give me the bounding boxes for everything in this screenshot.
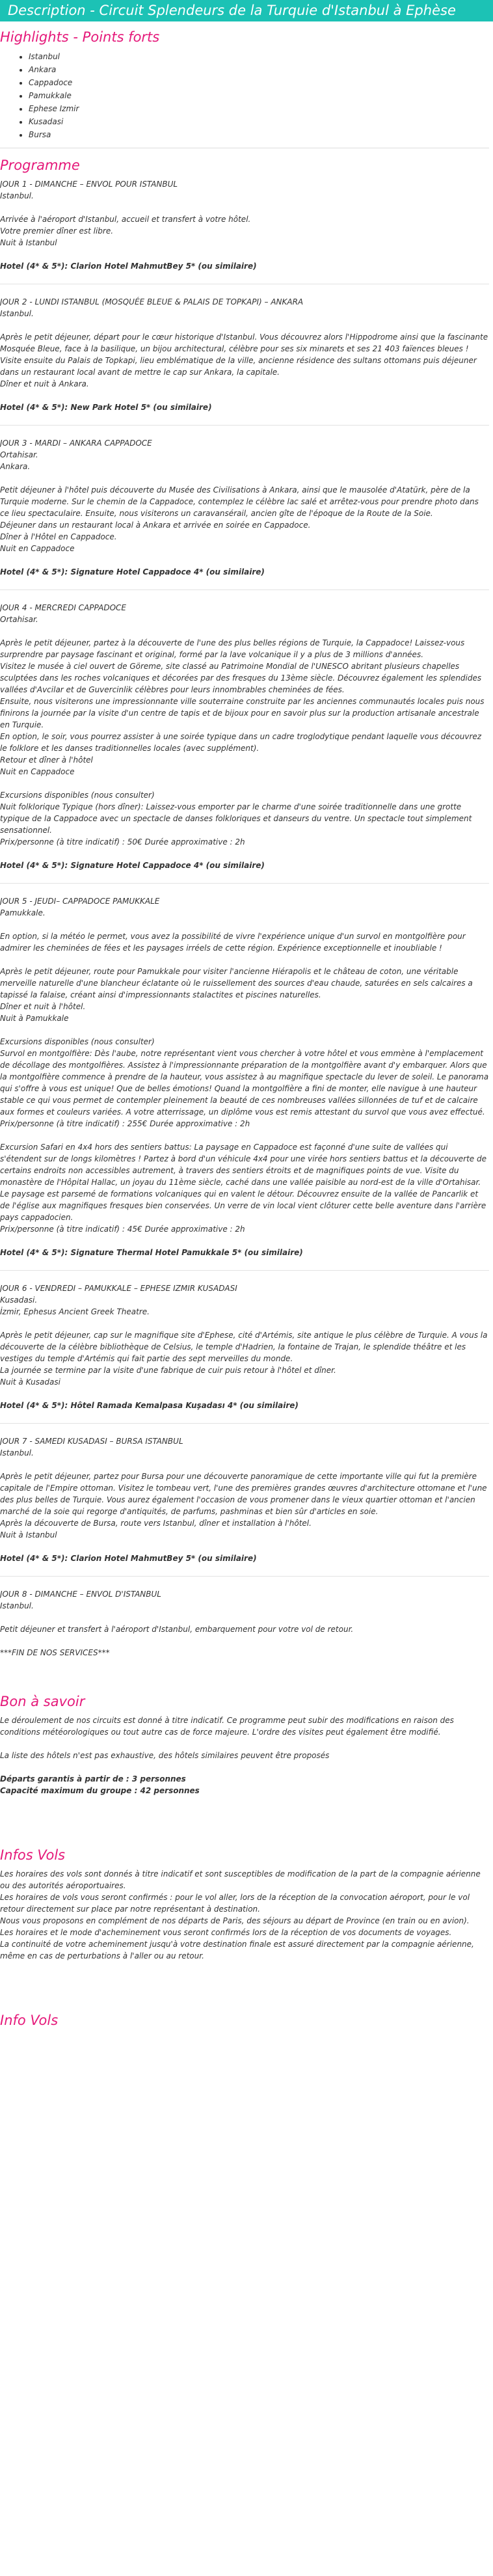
day-block	[0, 883, 489, 1258]
programme-days	[0, 178, 489, 1670]
day-text: Visite ensuite du Palais de Topkapi, lieu emblématique de la ville, ancienne résidence des sultans ottomans puis déjeuner dans un restaurant local avant de mettre le cap sur Ankara, la capitale.	[0, 356, 477, 377]
day-city: Istanbul.	[0, 1601, 34, 1610]
day-text: Nuit à Pamukkale	[0, 1014, 69, 1023]
day-city: Pamukkale.	[0, 908, 46, 917]
day-text: Après le petit déjeuner, partez pour Bursa pour une découverte panoramique de cette importante ville qui fut la première capitale de l'Empire ottoman. Visitez le tombeau vert, l'une des premières grandes œuvres d'architecture ottomane et l'une des plus belles de Turquie. Vous aurez également l'occasion de vous promener dans le vieux quartier ottoman et l'ancien marché de la soie qui regorge d'antiquités, de parfums, pashminas et bien sûr d'articles en soie.	[0, 1472, 487, 1516]
highlights-title: Highlights - Points forts	[0, 29, 160, 45]
infos-vols-line: Les horaires et le mode d'acheminement vous seront confirmés lors de la réception de vos documents de voyages.	[0, 1928, 452, 1937]
day-title: JOUR 6 - VENDREDI – PAMUKKALE – EPHESE IZMIR KUSADASI	[0, 1284, 237, 1293]
day-text: Après le petit déjeuner, départ pour le cœur historique d'Istanbul. Vous découvrez alors l'Hippodrome ainsi que la fascinante Mosquée Bleue, face à la basilique, un bijou architectural, célèbre pour ses six minarets et ses 21 403 faïences bleues !	[0, 332, 488, 353]
day-text: Nuit en Cappadoce	[0, 544, 75, 553]
day-text: En option, le soir, vous pourrez assister à une soirée typique dans un cadre troglodytique pendant laquelle vous découvrez le folklore et les danses traditionnelles locales (avec supplément).	[0, 732, 482, 753]
highlight-item: • Ephese Izmir	[29, 102, 489, 115]
highlights-list	[0, 50, 489, 141]
day-text: Après le petit déjeuner, cap sur le magnifique site d'Ephese, cité d'Artémis, site antique le plus célèbre de Turquie. A vous la découverte de la célèbre bibliothèque de Celsius, le temple d'Hadrien, la fontaine de Trajan, le splendide théâtre et les vestiges du temple d'Artémis qui fait partie des sept merveilles du monde.	[0, 1331, 488, 1363]
day-block	[0, 178, 489, 272]
bon-a-savoir-title: Bon à savoir	[0, 1694, 85, 1709]
highlight-item: • Bursa	[29, 128, 489, 141]
day-hotel: Hotel (4* & 5*): New Park Hotel 5* (ou similaire)	[0, 403, 212, 412]
day-city: Kusadasi. İzmir, Ephesus Ancient Greek Theatre.	[0, 1295, 150, 1316]
day-block	[0, 284, 489, 413]
day-hotel: Hotel (4* & 5*): Signature Hotel Cappadoce 4* (ou similaire)	[0, 567, 265, 576]
day-divider	[0, 883, 489, 884]
day-text: Après la découverte de Bursa, route vers Istanbul, dîner et installation à l'hôtel.	[0, 1519, 312, 1528]
day-block	[0, 425, 489, 578]
day-text: Nuit à Istanbul	[0, 1530, 57, 1539]
day-hotel: Hotel (4* & 5*): Signature Thermal Hotel Pamukkale 5* (ou similaire)	[0, 1248, 303, 1257]
day-text: Visitez le musée à ciel ouvert de Göreme, site classé au Patrimoine Mondial de l'UNESCO abritant plusieurs chapelles sculptées dans les roches volcaniques et décorées par des fresques du 13ème siècle. Découvrez également les splendides vallées d'Avcilar et de Guvercinlik célèbres pour leurs innombrables cheminées de fées.	[0, 662, 482, 694]
day-text: Ensuite, nous visiterons une impressionnante ville souterraine construite par les anciennes communautés locales puis nous finirons la journée par la visite d'un centre de tapis et de bijoux pour en savoir plus sur la production artisanale ancestrale en Turquie.	[0, 697, 485, 729]
infos-vols-line: Les horaires de vols vous seront confirmés : pour le vol aller, lors de la réception de la convocation aéroport, pour le vol retour directement sur place par notre représentant à destination.	[0, 1893, 470, 1914]
day-text: Votre premier dîner est libre.	[0, 226, 114, 236]
bon-a-savoir-p1: Le déroulement de nos circuits est donné à titre indicatif. Ce programme peut subir des modifications en raison des conditions météorologiques ou tout autre cas de force majeure. L'ordre des visites peut également être modifié.	[0, 1716, 454, 1737]
day-text: La journée se termine par la visite d'une fabrique de cuir puis retour à l'hôtel et dîner.	[0, 1366, 336, 1375]
day-text: Petit déjeuner à l'hôtel puis découverte du Musée des Civilisations à Ankara, ainsi que le mausolée d'Atatürk, père de la Turquie moderne. Sur le chemin de la Cappadoce, contemplez le célèbre lac salé et arrêtez-vous pour prendre photo dans ce lieu spectaculaire. Ensuite, nous visiterons un caravansérail, ancien gîte de l'époque de la Route de la Soie.	[0, 485, 479, 518]
day-title: JOUR 3 - MARDI – ANKARA CAPPADOCE	[0, 439, 152, 448]
day-city: Istanbul.	[0, 191, 34, 200]
infos-vols-text	[0, 1868, 489, 1962]
day-city: Ortahisar.	[0, 615, 38, 624]
highlight-item: • Pamukkale	[29, 89, 489, 102]
programme-title: Programme	[0, 157, 80, 173]
highlight-item: • Kusadasi	[29, 115, 489, 128]
day-divider	[0, 425, 489, 426]
day-block	[0, 1270, 489, 1411]
highlight-item: • Cappadoce	[29, 76, 489, 89]
bon-a-savoir-p2: La liste des hôtels n'est pas exhaustive, des hôtels similaires peuvent être proposés	[0, 1751, 330, 1760]
day-hotel: Hotel (4* & 5*): Clarion Hotel MahmutBey 5* (ou similaire)	[0, 1554, 257, 1563]
day-title: JOUR 4 - MERCREDI CAPPADOCE	[0, 603, 126, 612]
day-text: Petit déjeuner et transfert à l'aéroport d'Istanbul, embarquement pour votre vol de retour.	[0, 1625, 354, 1634]
infos-vols-line: La continuité de votre acheminement jusqu'à votre destination finale est assuré directement par la compagnie aérienne, même en cas de perturbations à l'aller ou au retour.	[0, 1940, 474, 1960]
infos-vols-line: Nous vous proposons en complément de nos départs de Paris, des séjours au départ de Province (en train ou en avion).	[0, 1916, 470, 1925]
day-text: En option, si la météo le permet, vous avez la possibilité de vivre l'expérience unique d'un survol en montgolfière pour admirer les cheminées de fées et les paysages irréels de cette région. Expérience exceptionnelle et inoubliable !	[0, 932, 466, 953]
day-text: Excursion Safari en 4x4 hors des sentiers battus: La paysage en Cappadoce est façonné d'une suite de vallées qui s'étendent sur de longs kilomètres ! Partez à bord d'un véhicule 4x4 pour une virée hors sentiers battus et la découverte de certains endroits non accessibles autrement, à travers des sentiers étroits et de magnifiques points de vue. Visite du monastère de l'Hôpital Hallac, un joyau du 11ème siècle, caché dans une vallée paisible au nord-est de la ville d'Ortahisar. Le paysage est parsemé de formations volcaniques qui en valent le détour. Découvrez ensuite de la vallée de Pancarlik et de l'église aux magnifiques fresques bien conservées. Un verre de vin local vient clôturer cette belle aventure dans l'arrière pays cappadocien.	[0, 1143, 486, 1222]
day-title: JOUR 5 - JEUDI– CAPPADOCE PAMUKKALE	[0, 897, 160, 906]
day-hotel: Hotel (4* & 5*): Signature Hotel Cappadoce 4* (ou similaire)	[0, 861, 265, 870]
day-text: Retour et dîner à l'hôtel	[0, 755, 93, 765]
day-city: Ortahisar. Ankara.	[0, 450, 38, 471]
day-title: JOUR 2 - LUNDI ISTANBUL (MOSQUÉE BLEUE & PALAIS DE TOPKAPI) – ANKARA	[0, 297, 304, 306]
day-divider	[0, 1576, 489, 1577]
day-text: Dîner à l'Hôtel en Cappadoce.	[0, 532, 117, 541]
day-text: Nuit folklorique Typique (hors dîner): Laissez-vous emporter par le charme d'une soirée traditionnelle dans une grotte typique de la Cappadoce avec un spectacle de danses folkloriques et danseurs du ventre. Un spectacle tout simplement sensationnel.	[0, 802, 472, 835]
day-text: Nuit en Cappadoce	[0, 767, 75, 776]
day-hotel: Hotel (4* & 5*): Hôtel Ramada Kemalpasa Kuşadası 4* (ou similaire)	[0, 1401, 299, 1410]
day-text: Survol en montgolfière: Dès l'aube, notre représentant vient vous chercher à votre hôtel et vous emmène à l'emplacement de décollage des montgolfières. Assistez à l'impressionnante préparation de la montgolfière avant d'y embarquer. Alors que la montgolfière commence à prendre de la hauteur, vous assistez à au magnifique spectacle du lever de soleil. Le panorama qui s'offre à vous est unique! Que de belles émotions! Quand la montgolfière a fini de monter, elle navigue à une hauteur stable ce qui vous permet de contempler pleinement la beauté de ces nombreuses vallées sillonnées de tuf et de calcaire aux formes et couleurs variées. A votre atterrissage, un diplôme vous est remis attestant du survol que vous avez effectué.	[0, 1049, 489, 1117]
day-text: Après le petit déjeuner, partez à la découverte de l'une des plus belles régions de Turquie, la Cappadoce! Laissez-vous surprendre par paysage fascinant et original, formé par la lave volcanique il y a plus de 3 millions d'années.	[0, 638, 465, 659]
day-text: Dîner et nuit à l'hôtel.	[0, 1002, 86, 1011]
day-text: Nuit à Istanbul	[0, 238, 57, 247]
day-divider	[0, 1270, 489, 1271]
day-title: JOUR 7 - SAMEDI KUSADASI – BURSA ISTANBUL	[0, 1437, 183, 1446]
capacite-maximum: Capacité maximum du groupe : 42 personnes	[0, 1786, 200, 1795]
infos-vols-title: Infos Vols	[0, 1847, 66, 1863]
day-text: Déjeuner dans un restaurant local à Ankara et arrivée en soirée en Cappadoce.	[0, 521, 311, 530]
page-banner: Description - Circuit Splendeurs de la Turquie d'Istanbul à Ephèse	[0, 0, 493, 21]
day-text: ***FIN DE NOS SERVICES***	[0, 1648, 110, 1657]
day-text: Prix/personne (à titre indicatif) : 50€ Durée approximative : 2h	[0, 837, 245, 847]
day-text: Après le petit déjeuner, route pour Pamukkale pour visiter l'ancienne Hiérapolis et le château de coton, une véritable merveille naturelle d'une blancheur éclatante où le ruissellement des sources d'eau chaude, saturées en sels calcaires a tapissé la falaise, créant ainsi d'impressionnants stalactites et piscines naturelles.	[0, 967, 473, 999]
day-text: Arrivée à l'aéroport d'Istanbul, accueil et transfert à votre hôtel.	[0, 215, 251, 224]
day-city: Istanbul.	[0, 309, 34, 318]
info-vols-title: Info Vols	[0, 2013, 59, 2028]
day-block	[0, 1423, 489, 1564]
day-block	[0, 590, 489, 871]
highlight-item: • Istanbul	[29, 50, 489, 63]
highlight-item: • Ankara	[29, 63, 489, 76]
day-text: Excursions disponibles (nous consulter)	[0, 1037, 155, 1046]
day-text: Dîner et nuit à Ankara.	[0, 379, 89, 388]
day-text: Prix/personne (à titre indicatif) : 255€ Durée approximative : 2h	[0, 1119, 250, 1128]
day-divider	[0, 1423, 489, 1424]
day-hotel: Hotel (4* & 5*): Clarion Hotel MahmutBey 5* (ou similaire)	[0, 262, 257, 271]
departs-garantis: Départs garantis à partir de : 3 personnes	[0, 1774, 186, 1783]
day-title: JOUR 8 - DIMANCHE – ENVOL D'ISTANBUL	[0, 1590, 161, 1599]
content	[0, 28, 493, 2029]
day-text: Prix/personne (à titre indicatif) : 45€ Durée approximative : 2h	[0, 1225, 245, 1234]
day-text: Nuit à Kusadasi	[0, 1377, 60, 1387]
day-text: Excursions disponibles (nous consulter)	[0, 791, 155, 800]
day-city: Istanbul.	[0, 1448, 34, 1457]
day-block	[0, 1576, 489, 1670]
infos-vols-line: Les horaires des vols sont donnés à titre indicatif et sont susceptibles de modification de la part de la compagnie aérienne ou des autorités aéroportuaires.	[0, 1869, 481, 1890]
day-title: JOUR 1 - DIMANCHE – ENVOL POUR ISTANBUL	[0, 180, 178, 189]
